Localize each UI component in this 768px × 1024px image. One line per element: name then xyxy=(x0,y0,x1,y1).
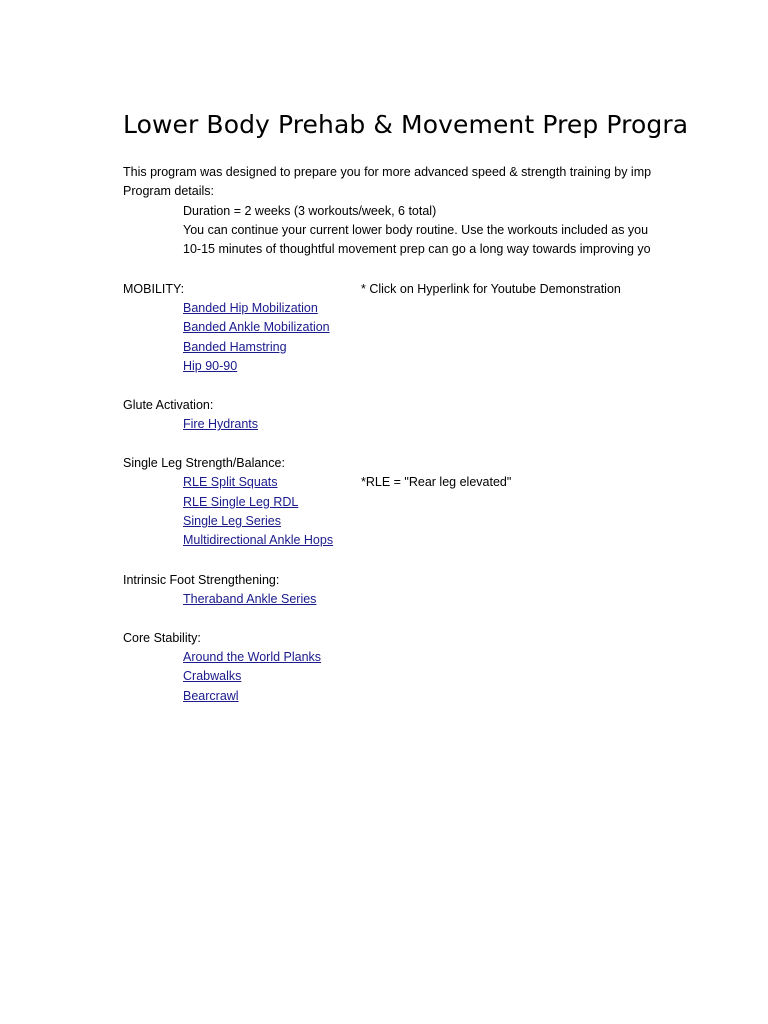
link-hip-90-90[interactable]: Hip 90-90 xyxy=(183,359,238,373)
mobility-label: MOBILITY: xyxy=(123,282,185,296)
page-title: Lower Body Prehab & Movement Prep Progra xyxy=(123,110,689,139)
link-rle-split-squats[interactable]: RLE Split Squats xyxy=(183,475,278,489)
link-crabwalks[interactable]: Crabwalks xyxy=(183,669,242,683)
link-multidirectional-ankle-hops[interactable]: Multidirectional Ankle Hops xyxy=(183,533,334,547)
intrinsic-foot-label: Intrinsic Foot Strengthening: xyxy=(123,573,280,587)
core-stability-label: Core Stability: xyxy=(123,631,201,645)
link-banded-ankle-mobilization[interactable]: Banded Ankle Mobilization xyxy=(183,320,330,334)
link-banded-hip-mobilization[interactable]: Banded Hip Mobilization xyxy=(183,301,318,315)
detail-movement-prep: 10-15 minutes of thoughtful movement prep can go a long way towards improving yo xyxy=(183,242,651,256)
link-theraband-ankle-series[interactable]: Theraband Ankle Series xyxy=(183,592,317,606)
glute-activation-label: Glute Activation: xyxy=(123,398,214,412)
link-bearcrawl[interactable]: Bearcrawl xyxy=(183,689,239,703)
detail-duration: Duration = 2 weeks (3 workouts/week, 6 total) xyxy=(183,204,437,218)
rle-note: *RLE = "Rear leg elevated" xyxy=(361,475,512,489)
link-fire-hydrants[interactable]: Fire Hydrants xyxy=(183,417,259,431)
program-details-label: Program details: xyxy=(123,184,215,198)
single-leg-label: Single Leg Strength/Balance: xyxy=(123,456,285,470)
link-around-the-world-planks[interactable]: Around the World Planks xyxy=(183,650,322,664)
link-single-leg-series[interactable]: Single Leg Series xyxy=(183,514,281,528)
hyperlink-note: * Click on Hyperlink for Youtube Demonstration xyxy=(361,282,621,296)
link-rle-single-leg-rdl[interactable]: RLE Single Leg RDL xyxy=(183,495,299,509)
detail-routine: You can continue your current lower body routine. Use the workouts included as you xyxy=(183,223,649,237)
link-banded-hamstring[interactable]: Banded Hamstring xyxy=(183,340,287,354)
intro-text: This program was designed to prepare you for more advanced speed & strength training by imp xyxy=(123,165,652,179)
